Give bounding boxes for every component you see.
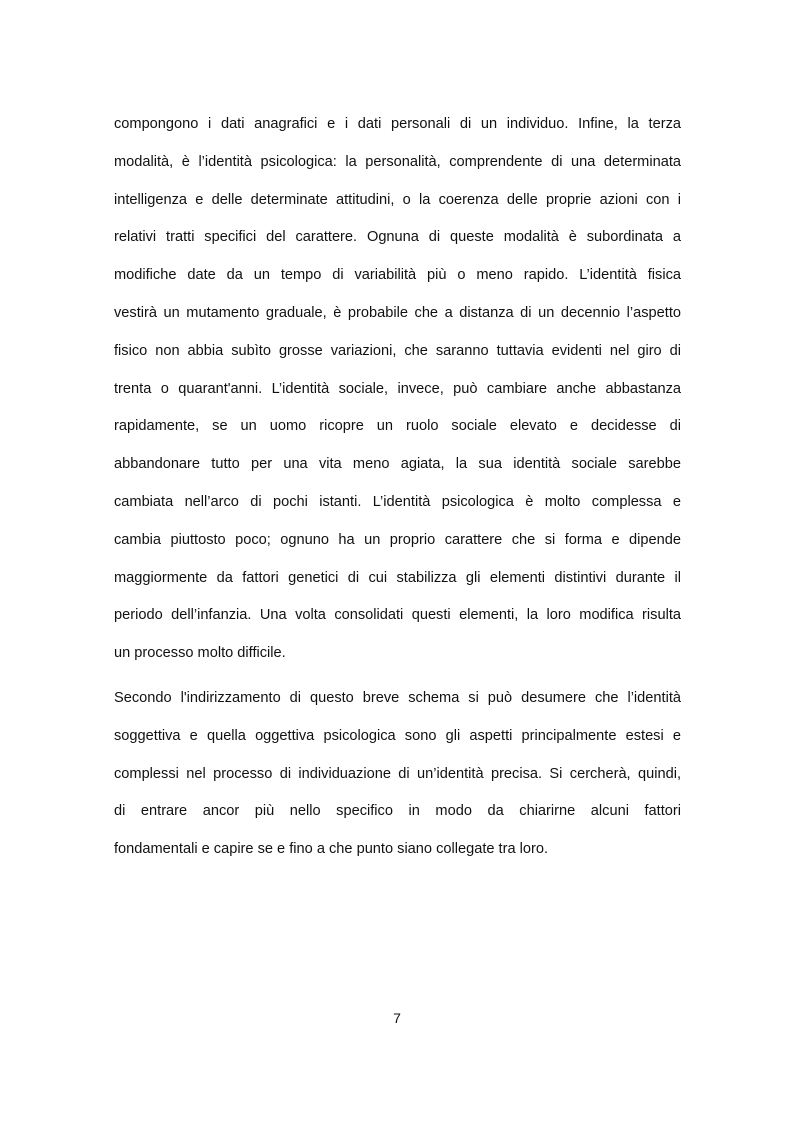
text-line: un processo molto difficile. — [114, 645, 286, 662]
text-line: rapidamente, se un uomo ricopre un ruolo sociale elevato e decidesse di — [114, 418, 681, 435]
text-line: trenta o quarant'anni. L’identità sociale, invece, può cambiare anche abbastanza — [114, 380, 681, 397]
text-line: complessi nel processo di individuazione di un’identità precisa. Si cercherà, quindi, — [114, 765, 681, 782]
text-line: abbandonare tutto per una vita meno agiata, la sua identità sociale sarebbe — [114, 456, 681, 473]
page-number: 7 — [393, 1010, 401, 1026]
text-line: modalità, è l’identità psicologica: la personalità, comprendente di una determinata — [114, 153, 681, 170]
paragraph-2 — [114, 680, 681, 869]
paragraph-1 — [114, 106, 681, 673]
text-line: Secondo l'indirizzamento di questo breve schema si può desumere che l’identità — [114, 690, 681, 706]
text-line: vestirà un mutamento graduale, è probabile che a distanza di un decennio l’aspetto — [114, 304, 681, 321]
text-line: soggettiva e quella oggettiva psicologica sono gli aspetti principalmente estesi e — [114, 727, 681, 744]
text-line: fondamentali e capire se e fino a che punto siano collegate tra loro. — [114, 841, 549, 858]
text-line: modifiche date da un tempo di variabilità più o meno rapido. L’identità fisica — [114, 267, 681, 284]
text-line: cambia piuttosto poco; ognuno ha un proprio carattere che si forma e dipende — [114, 531, 681, 548]
text-line: cambiata nell’arco di pochi istanti. L’identità psicologica è molto complessa e — [114, 493, 681, 510]
text-line: relativi tratti specifici del carattere. Ognuna di queste modalità è subordinata a — [114, 229, 681, 246]
text-line: di entrare ancor più nello specifico in modo da chiarirne alcuni fattori — [114, 803, 681, 820]
text-line: periodo dell’infanzia. Una volta consolidati questi elementi, la loro modifica risulta — [114, 607, 681, 624]
text-line: fisico non abbia subìto grosse variazioni, che saranno tuttavia evidenti nel giro di — [114, 342, 681, 359]
text-line: intelligenza e delle determinate attitudini, o la coerenza delle proprie azioni con i — [114, 191, 681, 208]
text-line: maggiormente da fattori genetici di cui stabilizza gli elementi distintivi durante il — [114, 569, 681, 586]
text-line: compongono i dati anagrafici e i dati personali di un individuo. Infine, la terza — [114, 116, 681, 132]
